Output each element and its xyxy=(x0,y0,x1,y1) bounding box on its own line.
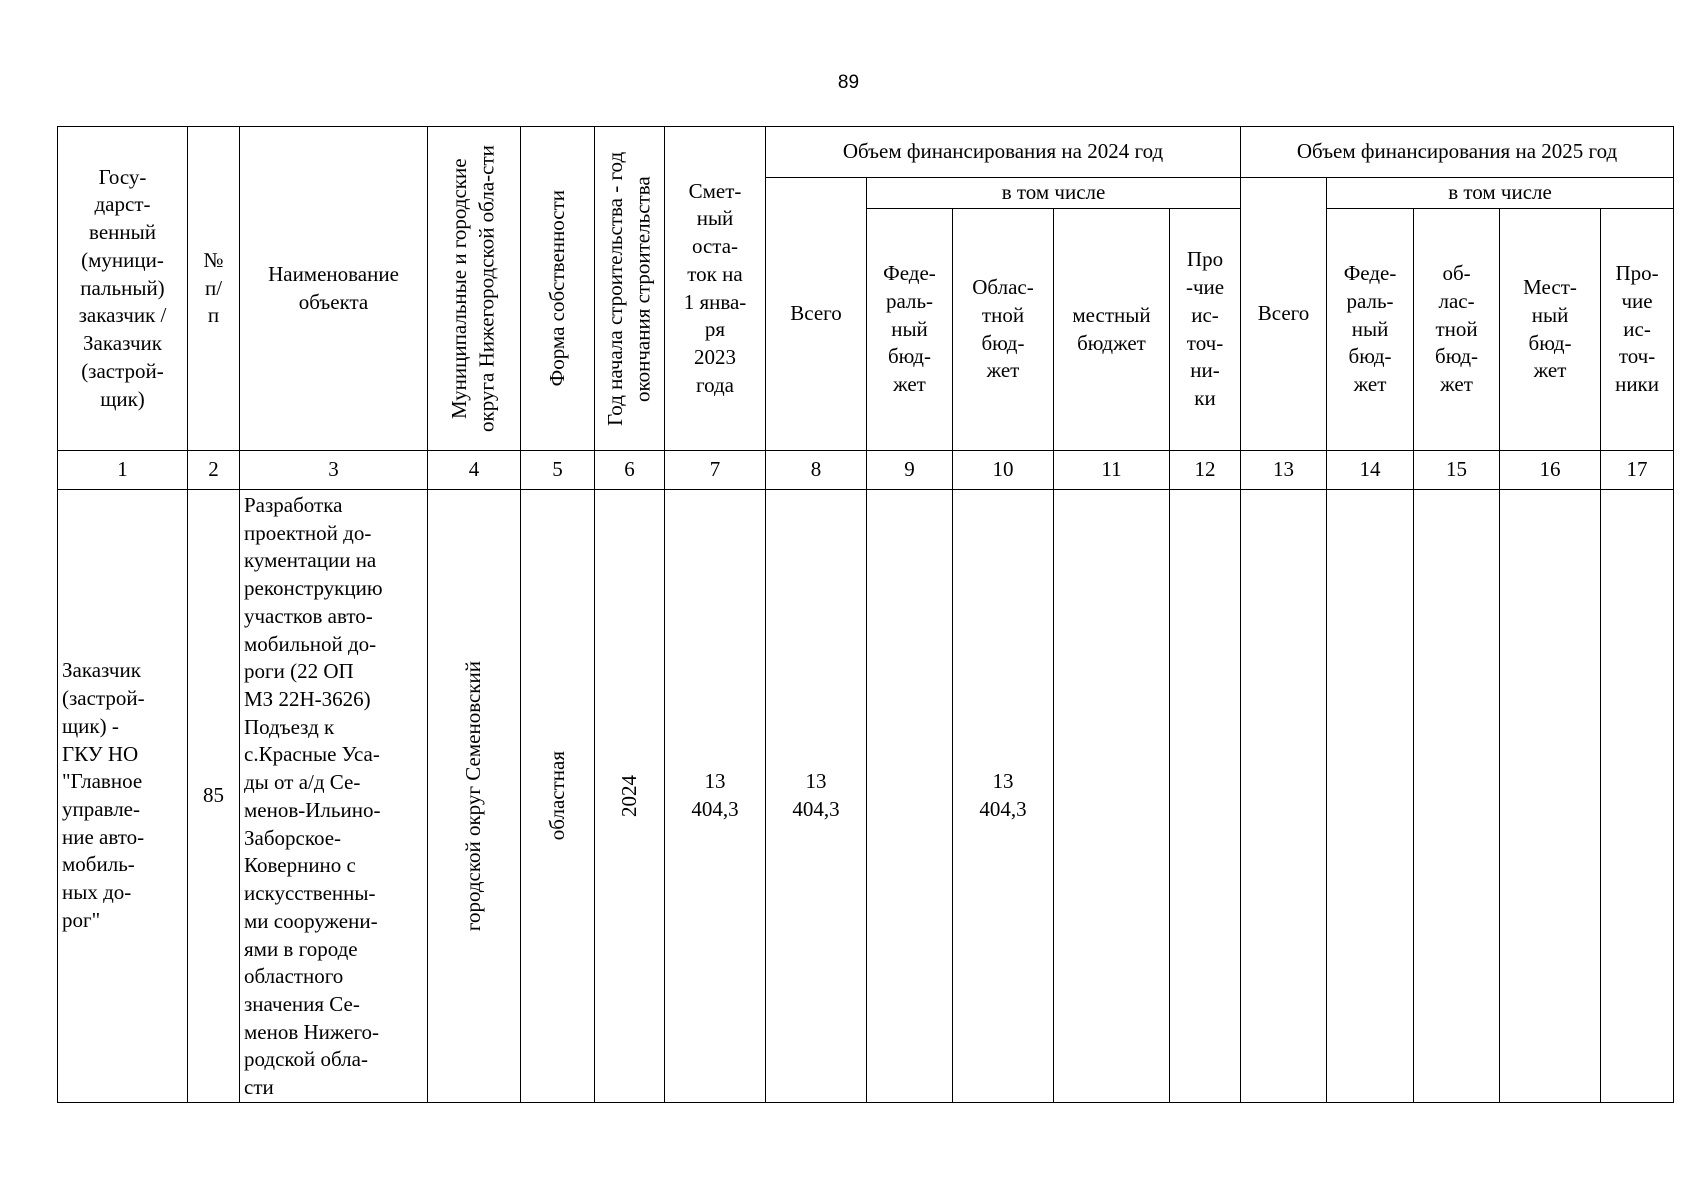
column-number: 14 xyxy=(1327,451,1414,490)
header-including-2025: в том числе xyxy=(1327,178,1674,209)
cell-federal-2024 xyxy=(867,490,953,1103)
header-object-name: Наименование объекта xyxy=(240,127,428,451)
cell-years xyxy=(595,490,665,1103)
header-total-2024: Всего xyxy=(766,178,867,451)
header-ownership xyxy=(521,127,595,451)
column-number: 10 xyxy=(953,451,1054,490)
table-row xyxy=(58,490,1674,1103)
header-ownership-text: Форма собственности xyxy=(544,190,569,387)
column-number: 3 xyxy=(240,451,428,490)
header-other-2025: Про- чие ис- точ- ники xyxy=(1601,209,1674,451)
financing-table xyxy=(57,126,1674,1103)
cell-other-2025 xyxy=(1601,490,1674,1103)
header-estimate-balance: Смет- ный оста- ток на 1 янва- ря 2023 года xyxy=(665,127,766,451)
header-customer: Госу- дарст- венный (муници- пальный) заказчик / Заказчик (застрой- щик) xyxy=(58,127,188,451)
header-regional-2024: Облас- тной бюд- жет xyxy=(953,209,1054,451)
cell-customer: Заказчик (застрой- щик) - ГКУ НО "Главное управле- ние авто- мобиль- ных до- рог" xyxy=(58,490,188,1103)
column-number: 11 xyxy=(1054,451,1170,490)
column-number: 13 xyxy=(1241,451,1327,490)
cell-ownership xyxy=(521,490,595,1103)
cell-local-2024 xyxy=(1054,490,1170,1103)
cell-regional-2025 xyxy=(1414,490,1500,1103)
header-local-2024: местный бюджет xyxy=(1054,209,1170,451)
cell-local-2025 xyxy=(1500,490,1601,1103)
cell-total-2025 xyxy=(1241,490,1327,1103)
header-funding-2025: Объем финансирования на 2025 год xyxy=(1241,127,1674,178)
column-number: 8 xyxy=(766,451,867,490)
header-years xyxy=(595,127,665,451)
header-other-2024: Про -чие ис- точ- ни- ки xyxy=(1170,209,1241,451)
cell-other-2024 xyxy=(1170,490,1241,1103)
cell-federal-2025 xyxy=(1327,490,1414,1103)
cell-total-2024: 13 404,3 xyxy=(766,490,867,1103)
cell-municipality xyxy=(428,490,521,1103)
column-number: 16 xyxy=(1500,451,1601,490)
column-number: 5 xyxy=(521,451,595,490)
column-number: 4 xyxy=(428,451,521,490)
header-local-2025: Мест- ный бюд- жет xyxy=(1500,209,1601,451)
column-number: 2 xyxy=(188,451,240,490)
column-number: 6 xyxy=(595,451,665,490)
header-federal-2024: Феде- раль- ный бюд- жет xyxy=(867,209,953,451)
cell-ownership-text: областная xyxy=(544,751,569,841)
column-numbers-row xyxy=(58,451,1674,490)
header-total-2025: Всего xyxy=(1241,178,1327,451)
column-number: 7 xyxy=(665,451,766,490)
cell-regional-2024: 13 404,3 xyxy=(953,490,1054,1103)
cell-object-name: Разработка проектной до- кументации на реконструкцию участков авто- мобильной до- роги (22 ОП МЗ 22Н-3626) Подъезд к с.Красные Уса- ды от а/д Се- менов-Ильино- Заборское- Ковернино с искусственны- ми сооружени- ями в городе областного значения Се- менов Нижего- родской обла- сти xyxy=(240,490,428,1103)
header-funding-2024: Объем финансирования на 2024 год xyxy=(766,127,1241,178)
column-number: 17 xyxy=(1601,451,1674,490)
cell-estimate-balance: 13 404,3 xyxy=(665,490,766,1103)
cell-municipality-text: городской округ Семеновский xyxy=(461,660,486,932)
header-num: № п/ п xyxy=(188,127,240,451)
header-including-2024: в том числе xyxy=(867,178,1241,209)
header-regional-2025: об- лас- тной бюд- жет xyxy=(1414,209,1500,451)
column-number: 12 xyxy=(1170,451,1241,490)
cell-years-text: 2024 xyxy=(616,775,641,817)
column-number: 1 xyxy=(58,451,188,490)
column-number: 9 xyxy=(867,451,953,490)
header-municipality xyxy=(428,127,521,451)
header-federal-2025: Феде- раль- ный бюд- жет xyxy=(1327,209,1414,451)
cell-num: 85 xyxy=(188,490,240,1103)
header-years-text: Год начала строительства - год окончания строительства xyxy=(602,151,655,426)
column-number: 15 xyxy=(1414,451,1500,490)
header-municipality-text: Муниципальные и городские округа Нижегородской обла-сти xyxy=(447,145,499,432)
page-number: 89 xyxy=(837,72,860,93)
